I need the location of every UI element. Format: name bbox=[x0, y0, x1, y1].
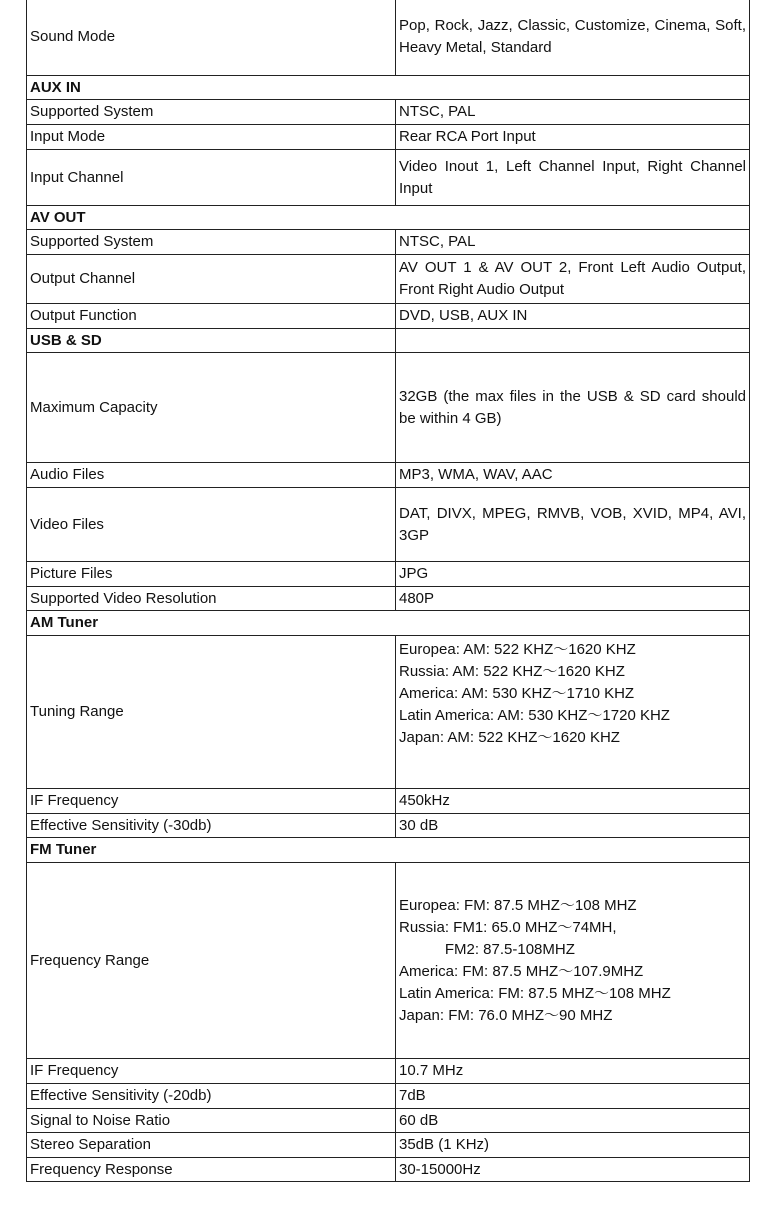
row-value: 10.7 MHz bbox=[396, 1059, 750, 1084]
table-row bbox=[27, 488, 750, 562]
row-value: 35dB (1 KHz) bbox=[396, 1133, 750, 1158]
row-value: MP3, WMA, WAV, AAC bbox=[396, 463, 750, 488]
table-row bbox=[27, 0, 750, 76]
section-row bbox=[27, 206, 750, 230]
table-row bbox=[27, 587, 750, 611]
section-heading: USB & SD bbox=[27, 329, 396, 353]
row-label: Audio Files bbox=[27, 463, 396, 488]
row-label: Picture Files bbox=[27, 562, 396, 587]
section-row bbox=[27, 329, 750, 353]
table-row bbox=[27, 863, 750, 1059]
table-row bbox=[27, 230, 750, 255]
section-row bbox=[27, 611, 750, 636]
table-row bbox=[27, 353, 750, 463]
table-row bbox=[27, 150, 750, 206]
row-label: IF Frequency bbox=[27, 789, 396, 814]
table-row bbox=[27, 1059, 750, 1084]
row-label: Supported System bbox=[27, 230, 396, 255]
section-heading: AV OUT bbox=[27, 206, 750, 230]
table-row bbox=[27, 125, 750, 150]
row-label: Output Function bbox=[27, 304, 396, 329]
row-label: Frequency Response bbox=[27, 1158, 396, 1182]
row-label: Input Channel bbox=[27, 150, 396, 206]
table-row bbox=[27, 463, 750, 488]
table-row bbox=[27, 100, 750, 125]
row-label: Output Channel bbox=[27, 255, 396, 304]
table-row bbox=[27, 255, 750, 304]
row-value: NTSC, PAL bbox=[396, 230, 750, 255]
row-label: Signal to Noise Ratio bbox=[27, 1109, 396, 1133]
row-label: Input Mode bbox=[27, 125, 396, 150]
row-value: AV OUT 1 & AV OUT 2, Front Left Audio Output, Front Right Audio Output bbox=[396, 255, 750, 304]
table-row bbox=[27, 636, 750, 789]
row-value: 30 dB bbox=[396, 814, 750, 838]
row-label: Supported Video Resolution bbox=[27, 587, 396, 611]
row-label: Tuning Range bbox=[27, 636, 396, 789]
section-heading: AM Tuner bbox=[27, 611, 750, 636]
row-value: Pop, Rock, Jazz, Classic, Customize, Cinema, Soft, Heavy Metal, Standard bbox=[396, 0, 750, 76]
row-value: Europea: AM: 522 KHZ～1620 KHZ Russia: AM: 522 KHZ～1620 KHZ America: AM: 530 KHZ～1710 KHZ Latin America: AM: 530 KHZ～1720 KHZ Japan: AM: 522 KHZ～1620 KHZ bbox=[396, 636, 750, 789]
row-label: Sound Mode bbox=[27, 0, 396, 76]
table-row bbox=[27, 789, 750, 814]
row-value: DAT, DIVX, MPEG, RMVB, VOB, XVID, MP4, AVI, 3GP bbox=[396, 488, 750, 562]
row-value: Video Inout 1, Left Channel Input, Right Channel Input bbox=[396, 150, 750, 206]
row-value: Rear RCA Port Input bbox=[396, 125, 750, 150]
table-row bbox=[27, 814, 750, 838]
row-value: 450kHz bbox=[396, 789, 750, 814]
table-row bbox=[27, 562, 750, 587]
table-row bbox=[27, 1133, 750, 1158]
row-value: NTSC, PAL bbox=[396, 100, 750, 125]
row-label: Maximum Capacity bbox=[27, 353, 396, 463]
section-heading: AUX IN bbox=[27, 76, 750, 100]
row-value: DVD, USB, AUX IN bbox=[396, 304, 750, 329]
row-value bbox=[396, 329, 750, 353]
row-label: Effective Sensitivity (-20db) bbox=[27, 1084, 396, 1109]
section-row bbox=[27, 838, 750, 863]
row-value: Europea: FM: 87.5 MHZ～108 MHZ Russia: FM1: 65.0 MHZ～74MH, FM2: 87.5-108MHZ America: FM: 87.5 MHZ～107.9MHZ Latin America: FM: 87.5 MHZ～108 MHZ Japan: FM: 76.0 MHZ～90 MHZ bbox=[396, 863, 750, 1059]
row-value: 480P bbox=[396, 587, 750, 611]
row-value: 32GB (the max files in the USB & SD card should be within 4 GB) bbox=[396, 353, 750, 463]
row-label: Video Files bbox=[27, 488, 396, 562]
table-row bbox=[27, 1109, 750, 1133]
row-label: Effective Sensitivity (-30db) bbox=[27, 814, 396, 838]
row-value: 30-15000Hz bbox=[396, 1158, 750, 1182]
table-row bbox=[27, 1084, 750, 1109]
table-row bbox=[27, 1158, 750, 1182]
row-value: JPG bbox=[396, 562, 750, 587]
row-label: IF Frequency bbox=[27, 1059, 396, 1084]
row-value: 60 dB bbox=[396, 1109, 750, 1133]
row-value: 7dB bbox=[396, 1084, 750, 1109]
row-label: Supported System bbox=[27, 100, 396, 125]
section-row bbox=[27, 76, 750, 100]
row-label: Frequency Range bbox=[27, 863, 396, 1059]
table-row bbox=[27, 304, 750, 329]
spec-table bbox=[26, 0, 750, 1182]
row-label: Stereo Separation bbox=[27, 1133, 396, 1158]
section-heading: FM Tuner bbox=[27, 838, 750, 863]
